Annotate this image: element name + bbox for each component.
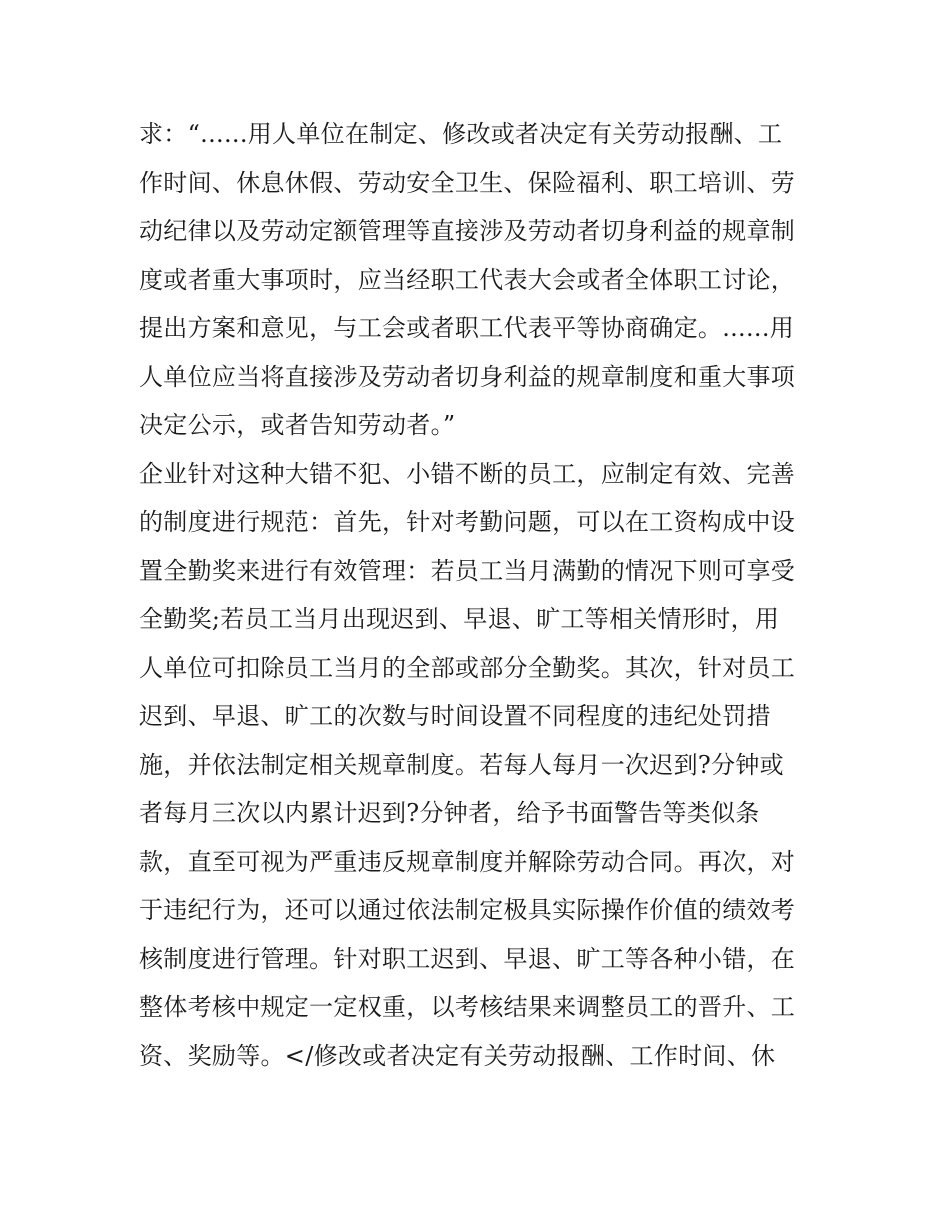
text-line: 提出方案和意见，与工会或者职工代表平等协商确定。......用 [139,314,795,342]
text-line: 于违纪行为，还可以通过依法制定极具实际操作价值的绩效考 [139,896,796,924]
body-text [139,110,819,1080]
text-line: 动纪律以及劳动定额管理等直接涉及劳动者切身利益的规章制 [139,217,796,245]
text-line: 核制度进行管理。针对职工迟到、早退、旷工等各种小错，在 [139,944,796,973]
text-line: 作时间、休息休假、劳动安全卫生、保险福利、职工培训、劳 [139,168,796,197]
text-line: 全勤奖;若员工当月出现迟到、早退、旷工等相关情形时，用 [139,605,780,633]
text-line: 迟到、早退、旷工的次数与时间设置不同程度的违纪处罚措 [139,702,771,730]
text-line: 人单位可扣除员工当月的全部或部分全勤奖。其次，针对员工 [139,653,796,682]
text-line: 整体考核中规定一定权重，以考核结果来调整员工的晋升、工 [139,993,796,1021]
text-line: 款，直至可视为严重违反规章制度并解除劳动合同。再次，对 [139,847,796,876]
text-line: 度或者重大事项时，应当经职工代表大会或者全体职工讨论， [139,265,796,294]
text-line: 决定公示，或者告知劳动者。” [139,411,456,439]
text-line: 者每月三次以内累计迟到?分钟者，给予书面警告等类似条 [139,799,760,827]
text-line: 的制度进行规范：首先，针对考勤问题，可以在工资构成中设 [139,508,796,536]
text-line: 求：“......用人单位在制定、修改或者决定有关劳动报酬、工 [139,120,783,148]
text-line: 资、奖励等。</修改或者决定有关劳动报酬、工作时间、休 [139,1041,776,1070]
text-line: 置全勤奖来进行有效管理：若员工当月满勤的情况下则可享受 [139,556,796,585]
text-line: 企业针对这种大错不犯、小错不断的员工，应制定有效、完善 [139,459,796,488]
text-line: 人单位应当将直接涉及劳动者切身利益的规章制度和重大事项 [139,362,796,391]
text-line: 施，并依法制定相关规章制度。若每人每月一次迟到?分钟或 [139,750,784,779]
